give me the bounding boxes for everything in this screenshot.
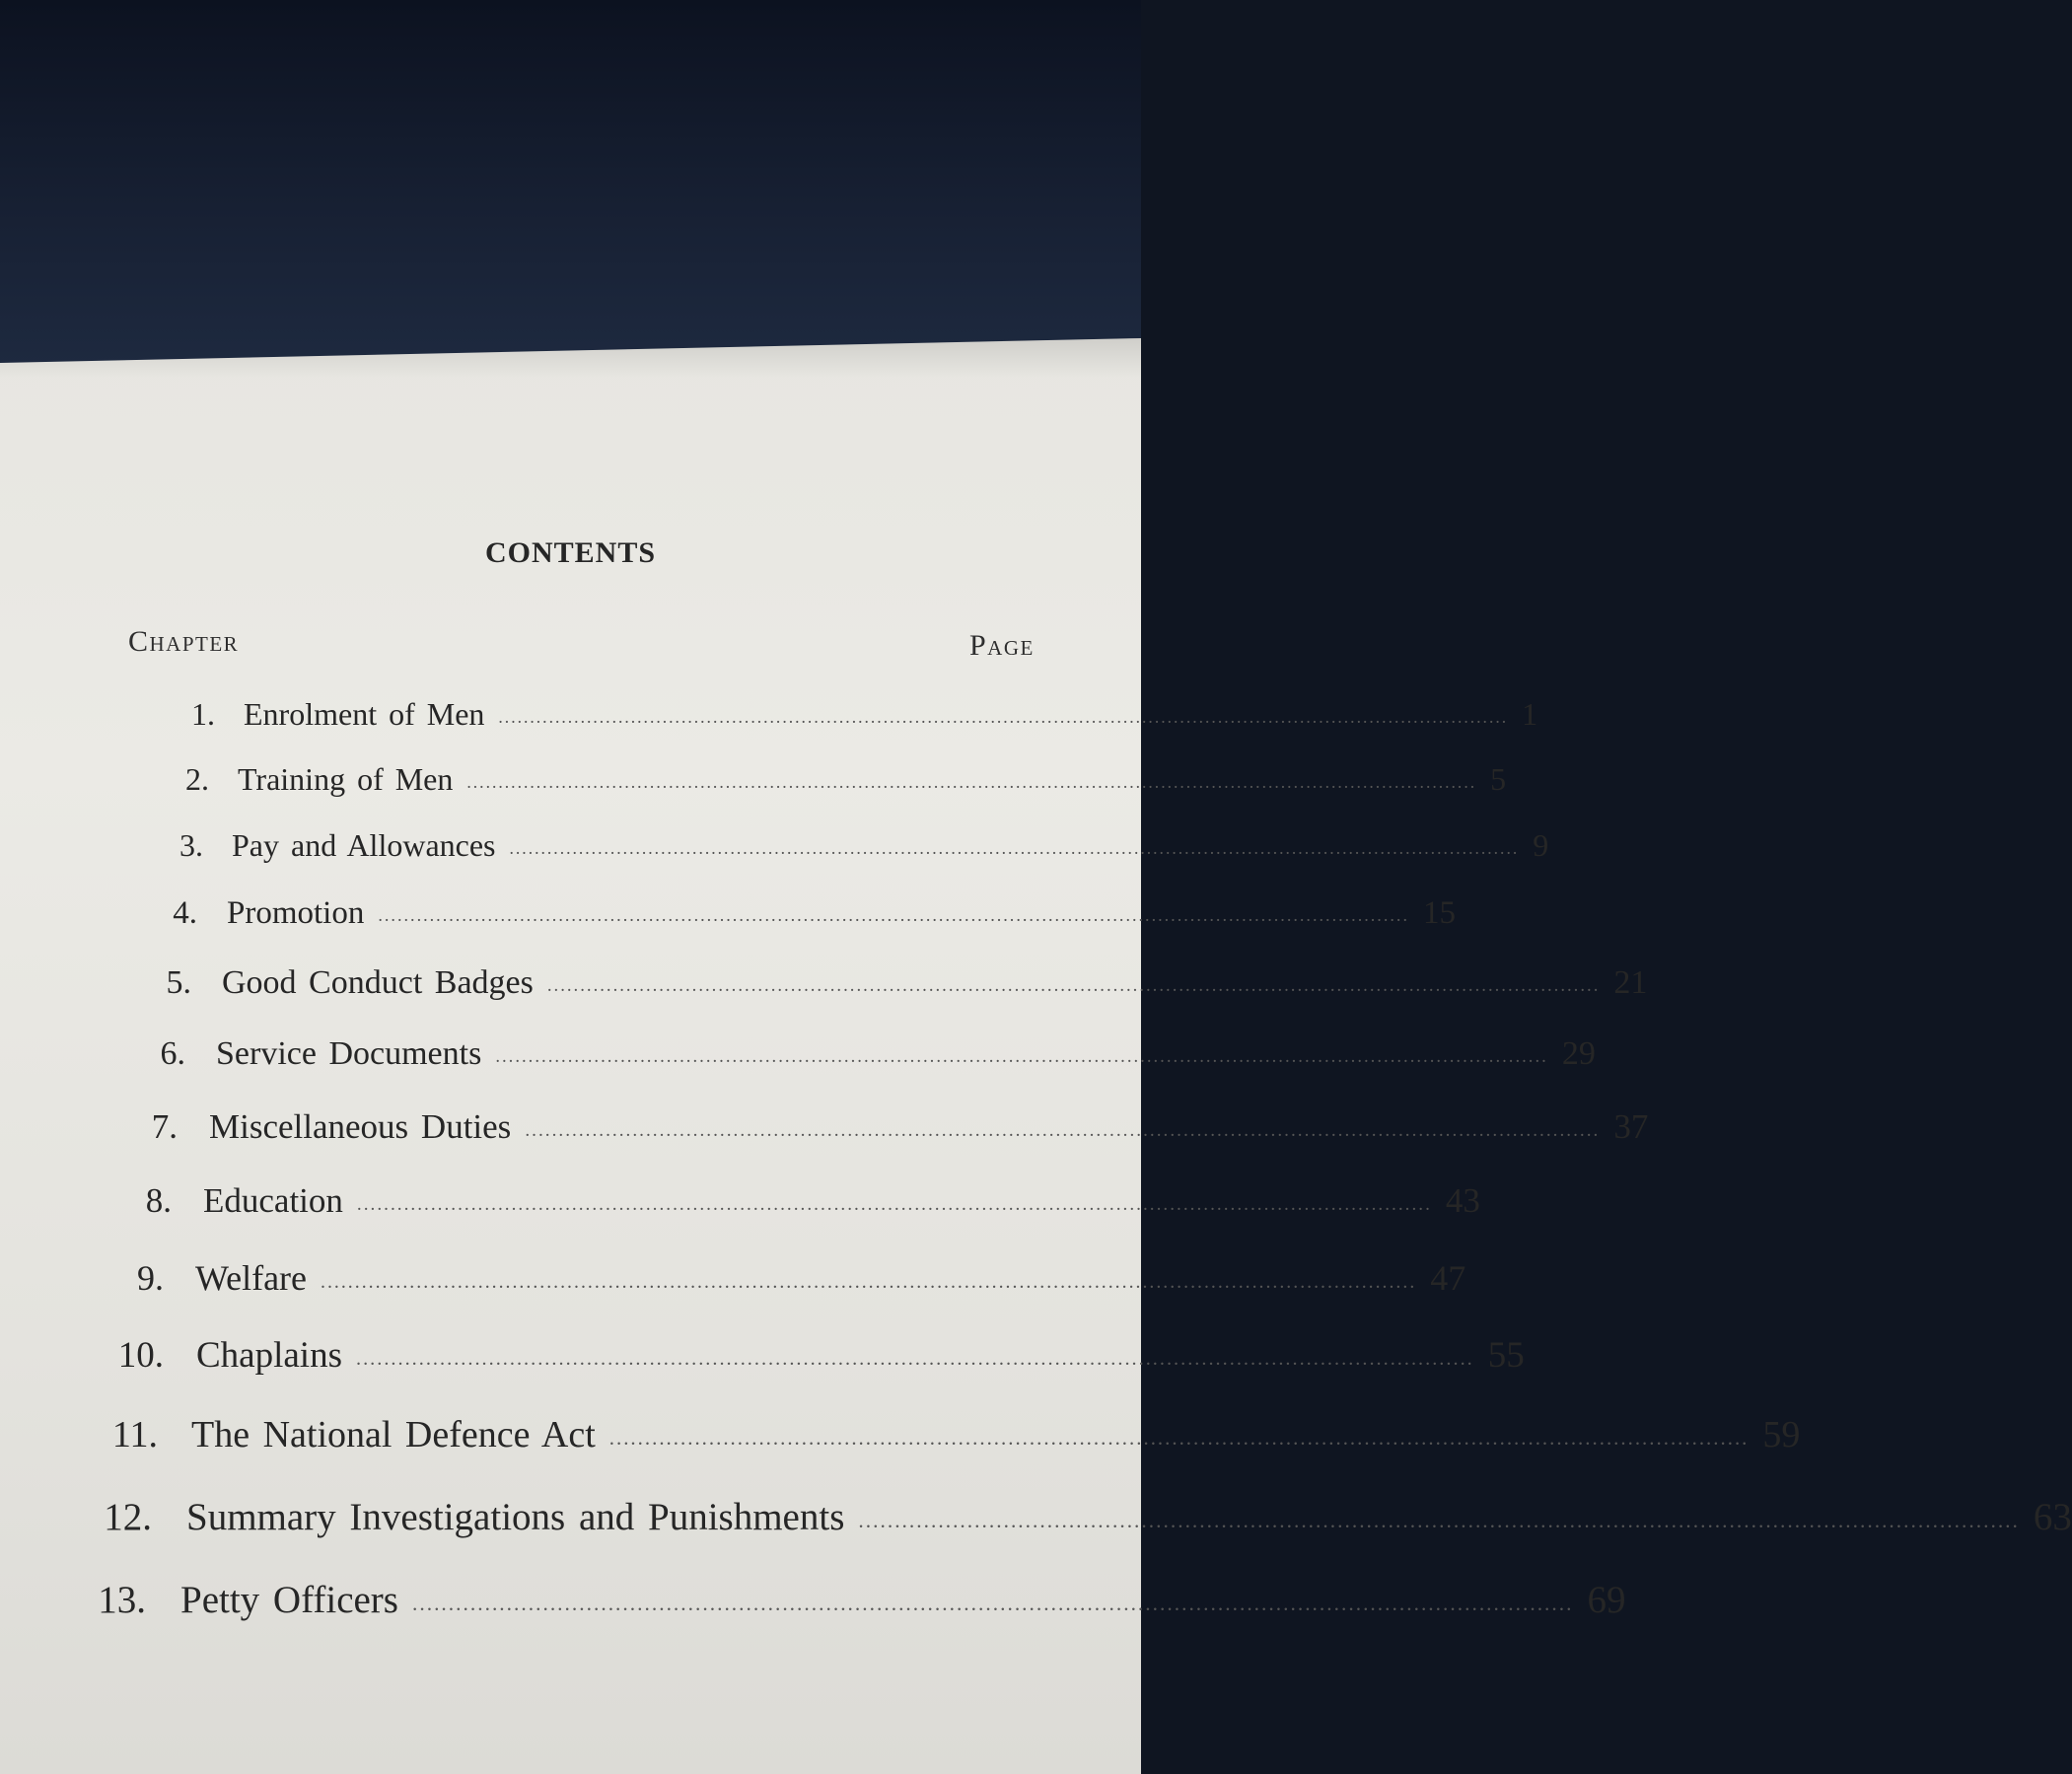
dark-fabric-background <box>0 0 1141 375</box>
chapter-column-heading: Chapter <box>128 625 240 658</box>
toc-chapter-title: Petty Officers <box>180 1579 398 1621</box>
toc-chapter-title: Miscellaneous Duties <box>209 1107 512 1146</box>
toc-chapter-title: Promotion <box>227 895 365 931</box>
dot-leader: ................................................................................................................................................................ <box>858 1509 2020 1532</box>
toc-chapter-number: 1. <box>191 696 215 732</box>
toc-page-number: 55 <box>1487 1335 1525 1376</box>
toc-page-number: 69 <box>1587 1579 1626 1621</box>
toc-entry <box>164 761 1507 798</box>
toc-chapter-number: 12. <box>104 1496 152 1538</box>
toc-chapter-title: Welfare <box>195 1258 308 1298</box>
toc-chapter-title: Chaplains <box>196 1335 342 1376</box>
dot-leader: ................................................................................................................................................................ <box>608 1426 1750 1450</box>
dot-leader: ................................................................................................................................................................ <box>509 838 1520 858</box>
toc-entry <box>112 1257 1466 1299</box>
toc-entry <box>79 1495 2072 1539</box>
dot-leader: ................................................................................................................................................................ <box>546 975 1601 996</box>
toc-chapter-title: Pay and Allowances <box>232 827 496 863</box>
toc-chapter-title: Good Conduct Badges <box>222 964 534 1001</box>
toc-entry <box>120 1181 1480 1221</box>
toc-chapter-title: Training of Men <box>238 761 454 797</box>
toc-chapter-number: 8. <box>145 1181 172 1220</box>
dot-leader: ................................................................................................................................................................ <box>466 772 1477 792</box>
dot-leader: ................................................................................................................................................................ <box>525 1120 1601 1141</box>
toc-entry <box>158 827 1549 864</box>
toc-chapter-number: 6. <box>160 1035 185 1072</box>
toc-entry <box>128 1107 1649 1147</box>
toc-entry <box>71 1578 1626 1622</box>
toc-page-number: 63 <box>2033 1496 2072 1538</box>
toc-page-number: 1 <box>1522 696 1538 732</box>
toc-page-number: 21 <box>1613 964 1648 1001</box>
toc-page-number: 15 <box>1422 895 1456 931</box>
dot-leader: ................................................................................................................................................................ <box>378 905 1409 925</box>
toc-entry <box>150 895 1456 932</box>
dot-leader: ................................................................................................................................................................ <box>498 707 1509 727</box>
toc-entry <box>144 964 1648 1002</box>
toc-page-number: 29 <box>1561 1035 1596 1072</box>
page-column-heading: Page <box>969 629 1035 662</box>
dot-leader: ................................................................................................................................................................ <box>321 1271 1417 1293</box>
toc-chapter-number: 9. <box>137 1258 164 1298</box>
dot-leader: ................................................................................................................................................................ <box>411 1592 1574 1615</box>
toc-entry <box>87 1413 1801 1456</box>
dot-leader: ................................................................................................................................................................ <box>495 1046 1548 1067</box>
toc-page-number: 59 <box>1762 1414 1801 1455</box>
toc-chapter-title: Education <box>203 1181 343 1220</box>
toc-page-number: 5 <box>1490 761 1507 797</box>
dot-leader: ................................................................................................................................................................ <box>355 1348 1474 1370</box>
toc-page-number: 47 <box>1430 1258 1466 1298</box>
toc-chapter-number: 11. <box>111 1414 158 1455</box>
toc-chapter-number: 7. <box>151 1107 178 1146</box>
toc-chapter-title: Enrolment of Men <box>244 696 485 732</box>
toc-chapter-number: 13. <box>98 1579 146 1621</box>
toc-chapter-number: 10. <box>117 1335 164 1376</box>
contents-heading: CONTENTS <box>484 536 657 569</box>
toc-chapter-number: 3. <box>179 827 203 863</box>
toc-page-number: 37 <box>1613 1107 1649 1146</box>
toc-chapter-number: 5. <box>166 964 191 1001</box>
toc-chapter-number: 4. <box>173 895 197 931</box>
toc-chapter-number: 2. <box>185 761 209 797</box>
dot-leader: ................................................................................................................................................................ <box>356 1194 1432 1215</box>
toc-page-number: 9 <box>1533 827 1549 863</box>
toc-chapter-title: Service Documents <box>216 1035 482 1072</box>
toc-entry <box>136 1035 1596 1073</box>
toc-entry <box>170 696 1538 733</box>
toc-chapter-title: The National Defence Act <box>191 1414 596 1455</box>
toc-chapter-title: Summary Investigations and Punishments <box>186 1496 845 1538</box>
toc-entry <box>95 1334 1525 1377</box>
toc-page-number: 43 <box>1445 1181 1480 1220</box>
